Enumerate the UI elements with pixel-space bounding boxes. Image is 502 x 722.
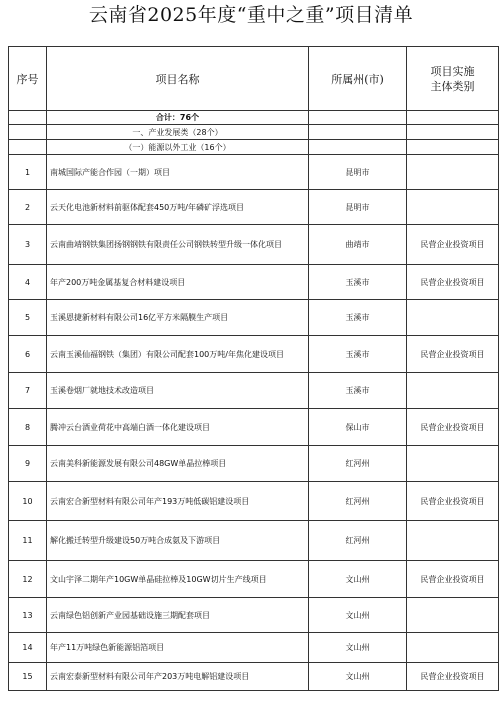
table-row [9,409,499,446]
table-row [9,663,499,691]
table-row [9,598,499,633]
table-row [9,561,499,598]
project-name: 南城国际产能合作园（一期）项目 [47,155,309,190]
total-cell: 合计：76个 [47,111,309,125]
row-number: 11 [9,521,47,561]
row-number: 14 [9,633,47,663]
table-row [9,521,499,561]
row-number: 7 [9,373,47,409]
table-row [9,265,499,300]
row-number: 5 [9,300,47,336]
project-type [407,633,499,663]
project-city: 红河州 [309,521,407,561]
category-cell: 一、产业发展类（28个） [47,125,309,140]
table-row [9,482,499,521]
total-row [9,111,499,125]
table-row [9,155,499,190]
project-type: 民营企业投资项目 [407,225,499,265]
row-number: 12 [9,561,47,598]
row-number: 13 [9,598,47,633]
project-name: 云南绿色铝创新产业园基础设施三期配套项目 [47,598,309,633]
project-type: 民营企业投资项目 [407,561,499,598]
project-type: 民营企业投资项目 [407,663,499,691]
project-name: 文山宇泽二期年产10GW单晶硅拉棒及10GW切片生产线项目 [47,561,309,598]
row-number: 15 [9,663,47,691]
project-table [8,46,499,691]
subcategory-cell: （一）能源以外工业（16个） [47,140,309,155]
table-row [9,300,499,336]
project-city: 保山市 [309,409,407,446]
project-type: 民营企业投资项目 [407,336,499,373]
row-number: 9 [9,446,47,482]
project-name: 云南宏泰新型材料有限公司年产203万吨电解铝建设项目 [47,663,309,691]
header-no: 序号 [9,47,47,111]
project-name: 年产200万吨金属基复合材料建设项目 [47,265,309,300]
project-type [407,446,499,482]
header-row [9,47,499,111]
project-name: 年产11万吨绿色新能源铝箔项目 [47,633,309,663]
project-city: 文山州 [309,561,407,598]
project-name: 玉溪恩捷新材料有限公司16亿平方米隔膜生产项目 [47,300,309,336]
project-type [407,190,499,225]
subcategory-row [9,140,499,155]
table-row [9,633,499,663]
project-type [407,300,499,336]
project-city: 文山州 [309,598,407,633]
project-city: 红河州 [309,446,407,482]
project-type [407,521,499,561]
table-row [9,225,499,265]
project-type [407,373,499,409]
project-city: 玉溪市 [309,300,407,336]
row-number: 6 [9,336,47,373]
project-name: 云南宏合新型材料有限公司年产193万吨低碳铝建设项目 [47,482,309,521]
category-row [9,125,499,140]
project-name: 云南曲靖钢铁集团扬钢钢铁有限责任公司钢铁转型升级一体化项目 [47,225,309,265]
project-name: 解化搬迁转型升级建设50万吨合成氨及下游项目 [47,521,309,561]
project-city: 玉溪市 [309,336,407,373]
project-city: 玉溪市 [309,265,407,300]
project-name: 玉溪卷烟厂就地技术改造项目 [47,373,309,409]
project-type: 民营企业投资项目 [407,265,499,300]
header-type: 项目实施 主体类别 [407,47,499,111]
header-name: 项目名称 [47,47,309,111]
project-type [407,598,499,633]
project-name: 腾冲云台酒业荷花中高端白酒一体化建设项目 [47,409,309,446]
row-number: 2 [9,190,47,225]
project-city: 红河州 [309,482,407,521]
row-number: 8 [9,409,47,446]
project-type: 民营企业投资项目 [407,409,499,446]
project-city: 文山州 [309,663,407,691]
table-row [9,190,499,225]
table-row [9,373,499,409]
project-type [407,155,499,190]
row-number: 4 [9,265,47,300]
table-row [9,336,499,373]
table-row [9,446,499,482]
project-name: 云天化电池新材料前驱体配套450万吨/年磷矿浮选项目 [47,190,309,225]
project-city: 昆明市 [309,190,407,225]
project-type: 民营企业投资项目 [407,482,499,521]
row-number: 3 [9,225,47,265]
page-title: 云南省2025年度“重中之重”项目清单 [88,4,414,26]
project-name: 云南玉溪仙福钢铁（集团）有限公司配套100万吨/年焦化建设项目 [47,336,309,373]
header-city: 所属州(市) [309,47,407,111]
project-city: 文山州 [309,633,407,663]
project-city: 曲靖市 [309,225,407,265]
row-number: 1 [9,155,47,190]
project-name: 云南美科新能源发展有限公司48GW单晶拉棒项目 [47,446,309,482]
project-city: 昆明市 [309,155,407,190]
row-number: 10 [9,482,47,521]
project-city: 玉溪市 [309,373,407,409]
